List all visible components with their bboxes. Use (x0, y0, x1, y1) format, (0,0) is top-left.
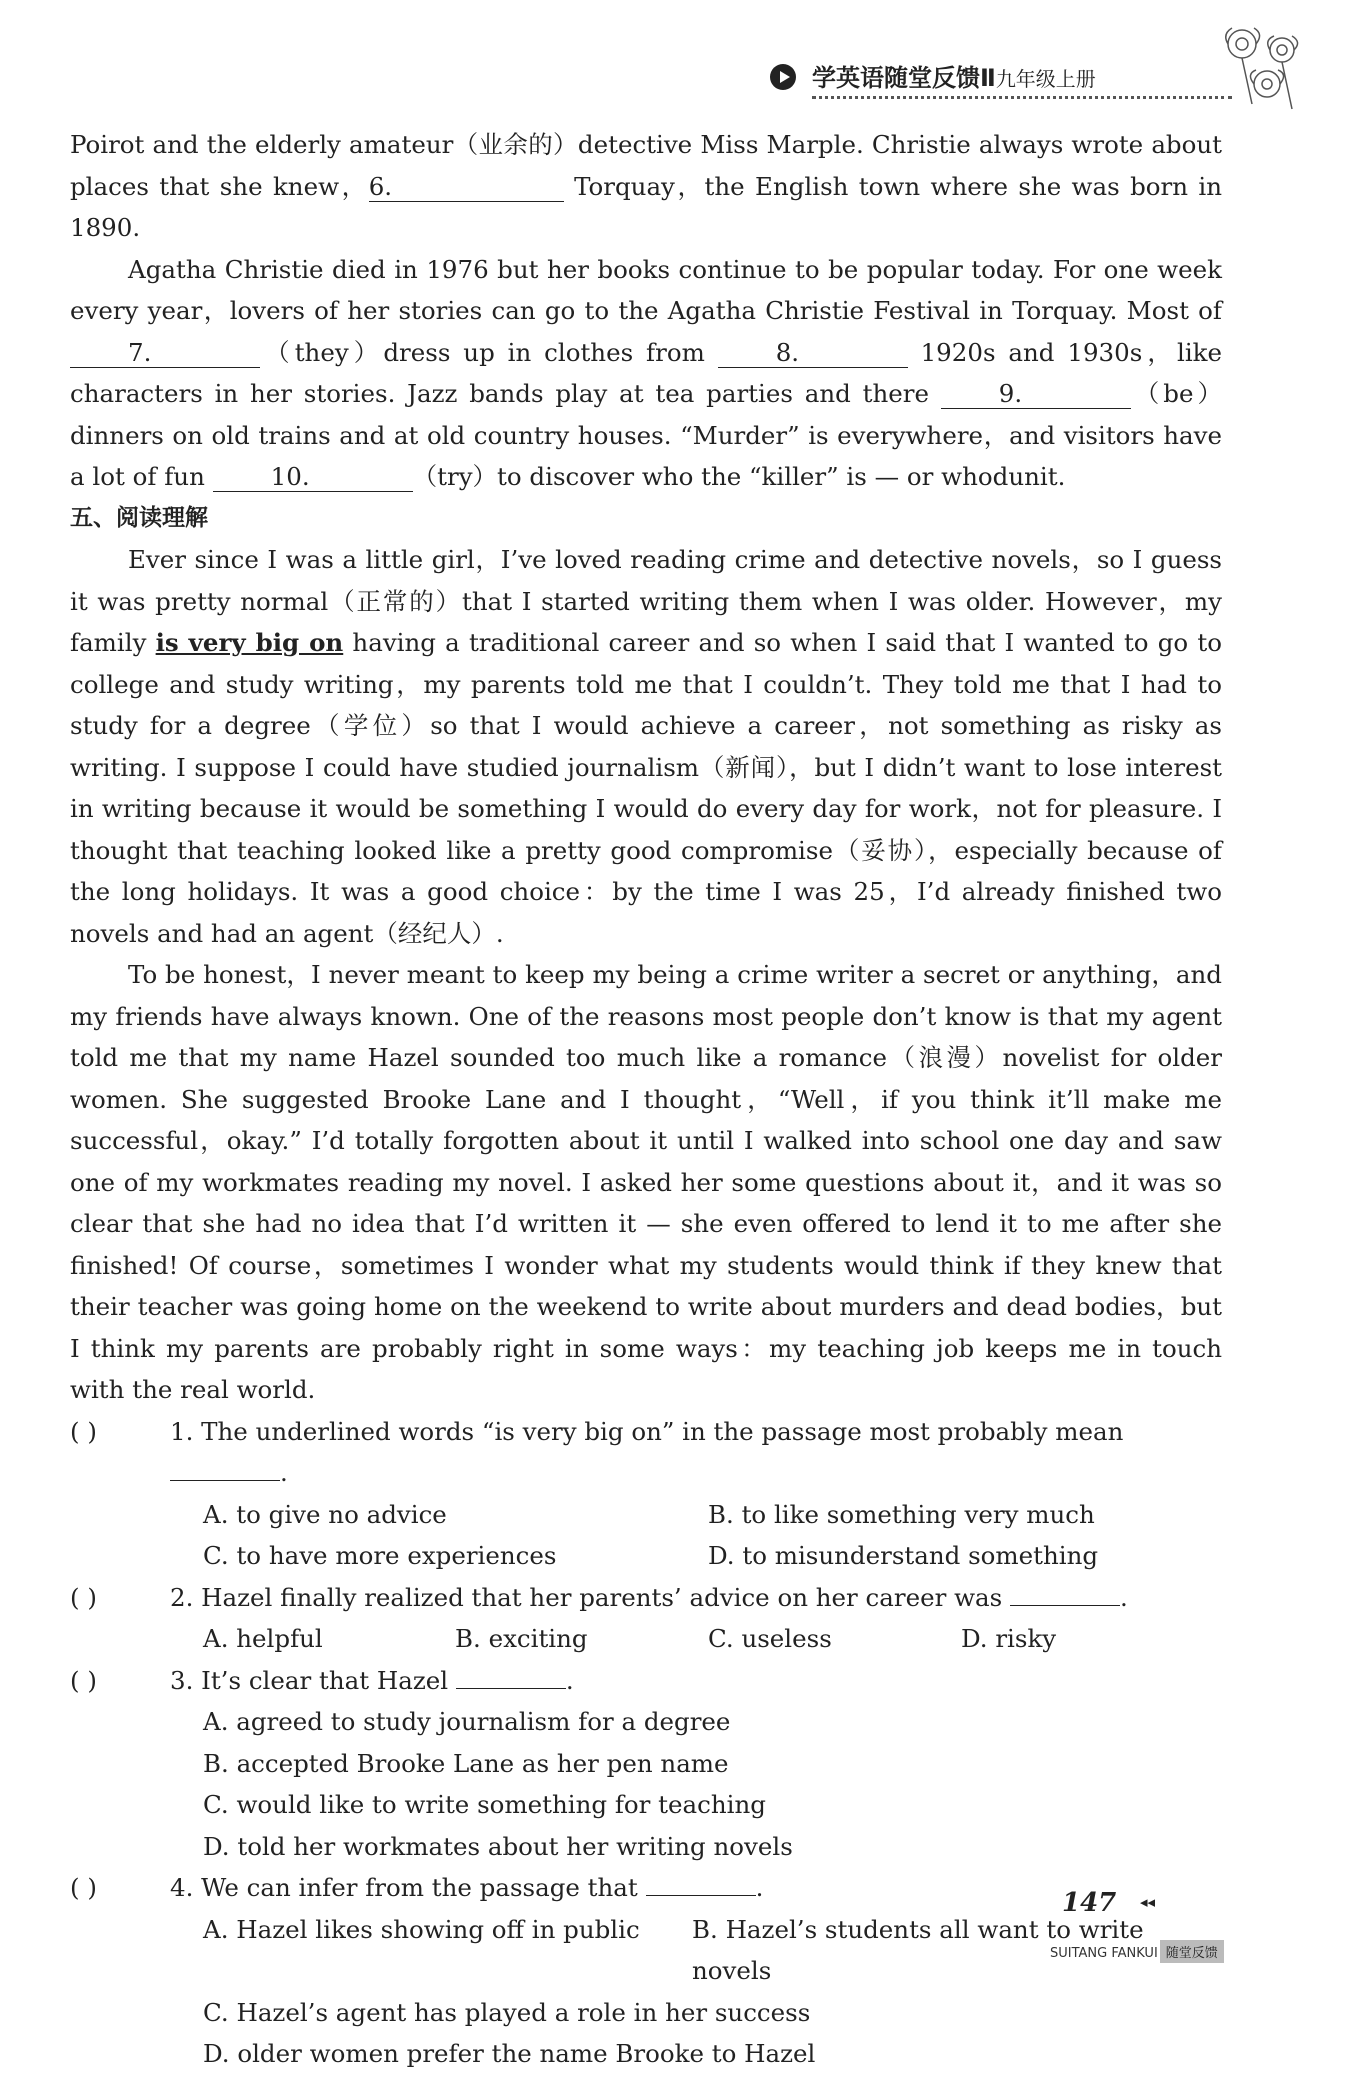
passage-paragraph: Agatha Christie died in 1976 but her books continue to be popular today. For one week every year，lovers of her stories can go to the Agatha Christie Festival in Torquay. Most of 7. （they）dress up in clothes from 8. 1920s and 1930s，like characters in her stories. Jazz bands play at tea parties and there 9. （be）dinners on old trains and at old country houses. “Murder” is everywhere，and visitors have a lot of fun 10. （try）to discover who the “killer” is — or whodunit. (70, 254, 1223, 491)
blank-9[interactable]: 9. (941, 380, 1131, 409)
footer-badge: 随堂反馈 (1160, 1940, 1224, 1963)
answer-blank[interactable] (456, 1688, 566, 1689)
flower-decoration-icon (1212, 14, 1322, 124)
question-1: ( ) 1. The underlined words “is very big on” in the passage most probably mean . (70, 1411, 1222, 1494)
blank-7[interactable]: 7. (70, 339, 260, 368)
header-title: 学英语随堂反馈Ⅱ九年级上册 (812, 64, 1096, 92)
question-3: ( ) 3. It’s clear that Hazel . (70, 1660, 1222, 1702)
option-d[interactable]: D. risky (961, 1624, 1057, 1653)
blank-10[interactable]: 10. (213, 463, 413, 492)
answer-blank[interactable] (646, 1895, 756, 1896)
underlined-phrase: is very big on (155, 628, 344, 657)
blank-6[interactable]: 6. (369, 173, 564, 202)
option-d[interactable]: D. told her workmates about her writing novels (203, 1831, 793, 1861)
option-d[interactable]: D. to misunderstand something (708, 1541, 1099, 1570)
question-2: ( ) 2. Hazel finally realized that her parents’ advice on her career was . (70, 1577, 1222, 1619)
passage-paragraph: Poirot and the elderly amateur（业余的）detective Miss Marple. Christie always wrote about places that she knew，6. Torquay，the English town where she was born in 1890. (70, 130, 1222, 242)
answer-blank[interactable] (1010, 1605, 1120, 1606)
answer-paren[interactable]: ( ) (70, 1582, 97, 1612)
answer-paren[interactable]: ( ) (70, 1665, 97, 1695)
option-c[interactable]: C. would like to write something for teaching (203, 1790, 766, 1819)
option-a[interactable]: A. Hazel likes showing off in public (203, 1914, 640, 1944)
option-d[interactable]: D. older women prefer the name Brooke to Hazel (203, 2039, 816, 2068)
blank-8[interactable]: 8. (718, 339, 908, 368)
options-row (70, 1618, 1222, 1660)
answer-paren[interactable]: ( ) (70, 1873, 97, 1902)
section-heading: 五、阅读理解 (70, 504, 208, 531)
footer-label: SUITANG FANKUI 随堂反馈 (1050, 1940, 1224, 1963)
option-b[interactable]: B. to like something very much (708, 1499, 1095, 1529)
option-c[interactable]: C. useless (708, 1624, 832, 1653)
option-a[interactable]: A. to give no advice (203, 1499, 447, 1529)
page-content (70, 124, 1222, 2075)
reading-paragraph: Ever since I was a little girl，I’ve loved reading crime and detective novels，so I guess it was pretty normal（正常的）that I started writing them when I was older. However，my family is very big on having a traditional career and so when I said that I wanted to go to college and study writing，my parents told me that I couldn’t. They told me that I had to study for a degree（学位）so that I would achieve a career，not something as risky as writing. I suppose I could have studied journalism（新闻），but I didn’t want to lose interest in writing because it would be something I would do every day for work，not for pleasure. I thought that teaching looked like a pretty good compromise（妥协），especially because of the long holidays. It was a good choice：by the time I was 25，I’d already finished two novels and had an agent（经纪人）. (70, 545, 1222, 948)
answer-blank[interactable] (170, 1480, 280, 1481)
option-c[interactable]: C. to have more experiences (203, 1541, 557, 1570)
question-4: ( ) 4. We can infer from the passage that . (70, 1867, 1222, 1909)
arrow-left-icon: ◂◂ (1140, 1893, 1156, 1911)
option-b[interactable]: B. accepted Brooke Lane as her pen name (203, 1748, 729, 1778)
option-a[interactable]: A. agreed to study journalism for a degree (203, 1707, 731, 1736)
page-header (770, 52, 1230, 102)
header-dotted-rule (812, 96, 1232, 99)
reading-paragraph: To be honest，I never meant to keep my being a crime writer a secret or anything，and my friends have always known. One of the reasons most people don’t know is that my agent told me that my name Hazel sounded too much like a romance（浪漫）novelist for older women. She suggested Brooke Lane and I thought，“Well，if you think it’ll make me successful，okay.” I’d totally forgotten about it until I walked into school one day and saw one of my workmates reading my novel. I asked her some questions about it，and it was so clear that she had no idea that I’d written it — she even offered to lend it to me after she finished! Of course，sometimes I wonder what my students would think if they knew that their teacher was going home on the weekend to write about murders and dead bodies，but I think my parents are probably right in some ways：my teaching job keeps me in touch with the real world. (70, 960, 1222, 1404)
options-row (70, 1494, 1222, 1536)
option-c[interactable]: C. Hazel’s agent has played a role in her success (203, 1997, 811, 2027)
page-number: 147 (1062, 1888, 1117, 1918)
option-b[interactable]: B. Hazel’s students all want to write novels (691, 1914, 1144, 1985)
header-subtitle: 九年级上册 (995, 67, 1096, 91)
answer-paren[interactable]: ( ) (70, 1416, 97, 1446)
options-row (70, 1535, 1222, 1577)
option-b[interactable]: B. exciting (455, 1624, 588, 1653)
play-icon (770, 64, 796, 90)
option-a[interactable]: A. helpful (203, 1624, 323, 1653)
